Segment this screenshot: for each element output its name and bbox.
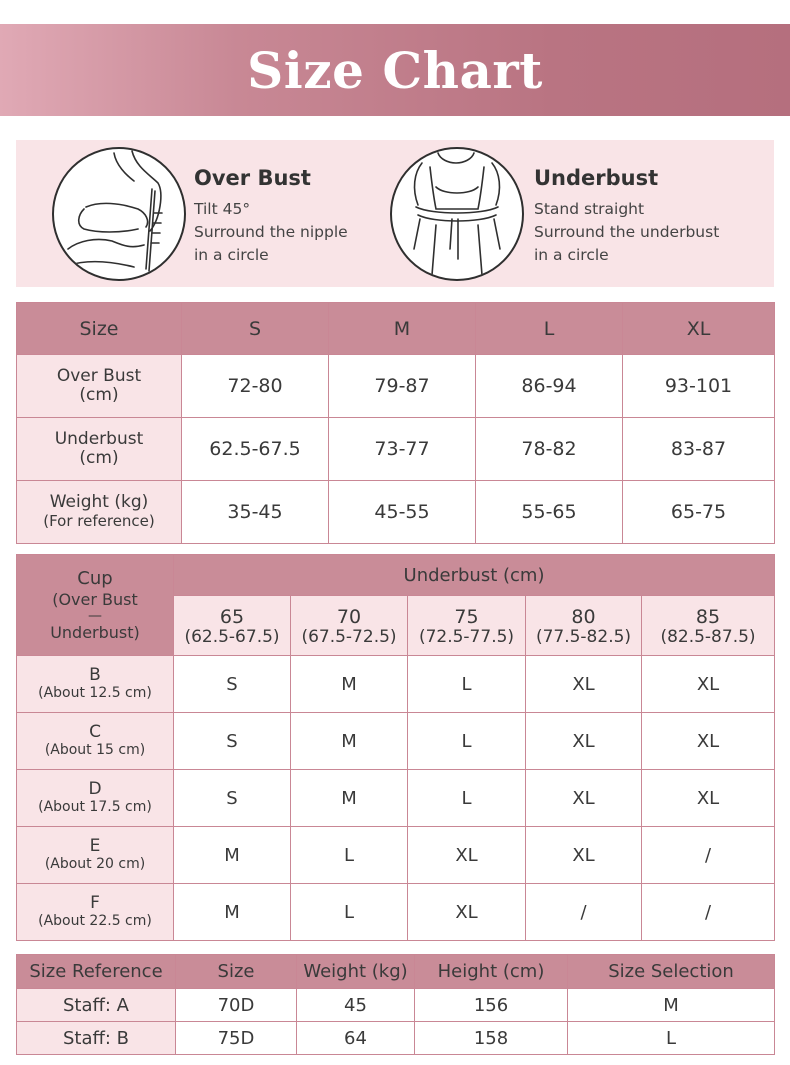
table-cell: S <box>174 656 291 713</box>
table-cell: S <box>174 713 291 770</box>
table-row <box>17 355 775 418</box>
table-cell: 70D <box>176 989 297 1022</box>
table-cell: / <box>526 884 642 941</box>
table-cell: 78-82 <box>476 418 623 481</box>
table-cell: 83-87 <box>623 418 775 481</box>
table-cell: M <box>291 656 408 713</box>
row-label: Underbust (cm) <box>17 418 182 481</box>
underbust-step: in a circle <box>534 246 609 264</box>
reference-header-cell: Height (cm) <box>415 955 568 989</box>
table-cell: 45 <box>297 989 415 1022</box>
table-cell: L <box>408 713 526 770</box>
table-cell: XL <box>526 656 642 713</box>
table-cell: 72-80 <box>182 355 329 418</box>
reference-header-cell: Weight (kg) <box>297 955 415 989</box>
underbust-column-header: 75 (72.5-77.5) <box>408 596 526 656</box>
table-cell: XL <box>642 713 775 770</box>
table-cell: 73-77 <box>329 418 476 481</box>
table-cell: 64 <box>297 1022 415 1055</box>
size-table <box>16 302 775 544</box>
table-cell: M <box>291 770 408 827</box>
table-row <box>17 713 775 770</box>
table-row <box>17 770 775 827</box>
reference-header-cell: Size Reference <box>17 955 176 989</box>
table-row <box>17 989 775 1022</box>
table-cell: 93-101 <box>623 355 775 418</box>
size-header-label: Size <box>17 303 182 355</box>
table-row <box>17 1022 775 1055</box>
underbust-column-header: 70 (67.5-72.5) <box>291 596 408 656</box>
cup-table <box>16 554 775 941</box>
row-label: Over Bust (cm) <box>17 355 182 418</box>
cup-label: D (About 17.5 cm) <box>17 770 174 827</box>
table-cell: 65-75 <box>623 481 775 544</box>
size-header-cell: XL <box>623 303 775 355</box>
underbust-column-header: 85 (82.5-87.5) <box>642 596 775 656</box>
table-cell: 35-45 <box>182 481 329 544</box>
table-cell: L <box>568 1022 775 1055</box>
cup-label: B (About 12.5 cm) <box>17 656 174 713</box>
cup-label: C (About 15 cm) <box>17 713 174 770</box>
over-bust-step: Surround the nipple <box>194 223 348 241</box>
table-cell: M <box>174 884 291 941</box>
table-cell: M <box>174 827 291 884</box>
cup-corner-label: Cup (Over Bust — Underbust) <box>17 555 174 656</box>
underbust-column-header: 80 (77.5-82.5) <box>526 596 642 656</box>
table-row <box>17 656 775 713</box>
table-cell: S <box>174 770 291 827</box>
table-cell: XL <box>526 770 642 827</box>
underbust-title: Underbust <box>534 166 659 190</box>
table-cell: 79-87 <box>329 355 476 418</box>
measurement-guide <box>16 140 774 287</box>
table-cell: XL <box>526 713 642 770</box>
table-cell: 86-94 <box>476 355 623 418</box>
table-cell: 158 <box>415 1022 568 1055</box>
table-cell: L <box>291 827 408 884</box>
size-header-cell: S <box>182 303 329 355</box>
table-row <box>17 827 775 884</box>
size-header-cell: M <box>329 303 476 355</box>
cup-label: F (About 22.5 cm) <box>17 884 174 941</box>
over-bust-step: Tilt 45° <box>194 200 251 218</box>
page-title: Size Chart <box>247 40 543 100</box>
table-row <box>17 481 775 544</box>
table-cell: L <box>408 770 526 827</box>
table-cell: 156 <box>415 989 568 1022</box>
cup-label: E (About 20 cm) <box>17 827 174 884</box>
table-cell: XL <box>642 656 775 713</box>
table-row <box>17 418 775 481</box>
underbust-guide <box>386 140 774 287</box>
size-header-cell: L <box>476 303 623 355</box>
table-cell: XL <box>408 827 526 884</box>
table-cell: XL <box>642 770 775 827</box>
table-cell: L <box>408 656 526 713</box>
reference-header-cell: Size Selection <box>568 955 775 989</box>
over-bust-step: in a circle <box>194 246 269 264</box>
size-reference-table <box>16 954 775 1055</box>
underbust-column-header: 65 (62.5-67.5) <box>174 596 291 656</box>
table-cell: XL <box>526 827 642 884</box>
table-row <box>17 884 775 941</box>
title-banner <box>0 24 790 116</box>
table-cell: M <box>291 713 408 770</box>
table-cell: XL <box>408 884 526 941</box>
table-cell: 45-55 <box>329 481 476 544</box>
over-bust-guide <box>16 140 386 287</box>
underbust-group-header: Underbust (cm) <box>174 555 775 596</box>
table-cell: 62.5-67.5 <box>182 418 329 481</box>
table-cell: / <box>642 827 775 884</box>
table-cell: L <box>291 884 408 941</box>
table-cell: M <box>568 989 775 1022</box>
staff-label: Staff: A <box>17 989 176 1022</box>
row-label: Weight (kg) (For reference) <box>17 481 182 544</box>
table-cell: / <box>642 884 775 941</box>
over-bust-illustration <box>52 147 186 281</box>
table-cell: 55-65 <box>476 481 623 544</box>
underbust-illustration <box>390 147 524 281</box>
over-bust-title: Over Bust <box>194 166 311 190</box>
staff-label: Staff: B <box>17 1022 176 1055</box>
underbust-step: Surround the underbust <box>534 223 720 241</box>
reference-header-cell: Size <box>176 955 297 989</box>
table-cell: 75D <box>176 1022 297 1055</box>
underbust-step: Stand straight <box>534 200 645 218</box>
